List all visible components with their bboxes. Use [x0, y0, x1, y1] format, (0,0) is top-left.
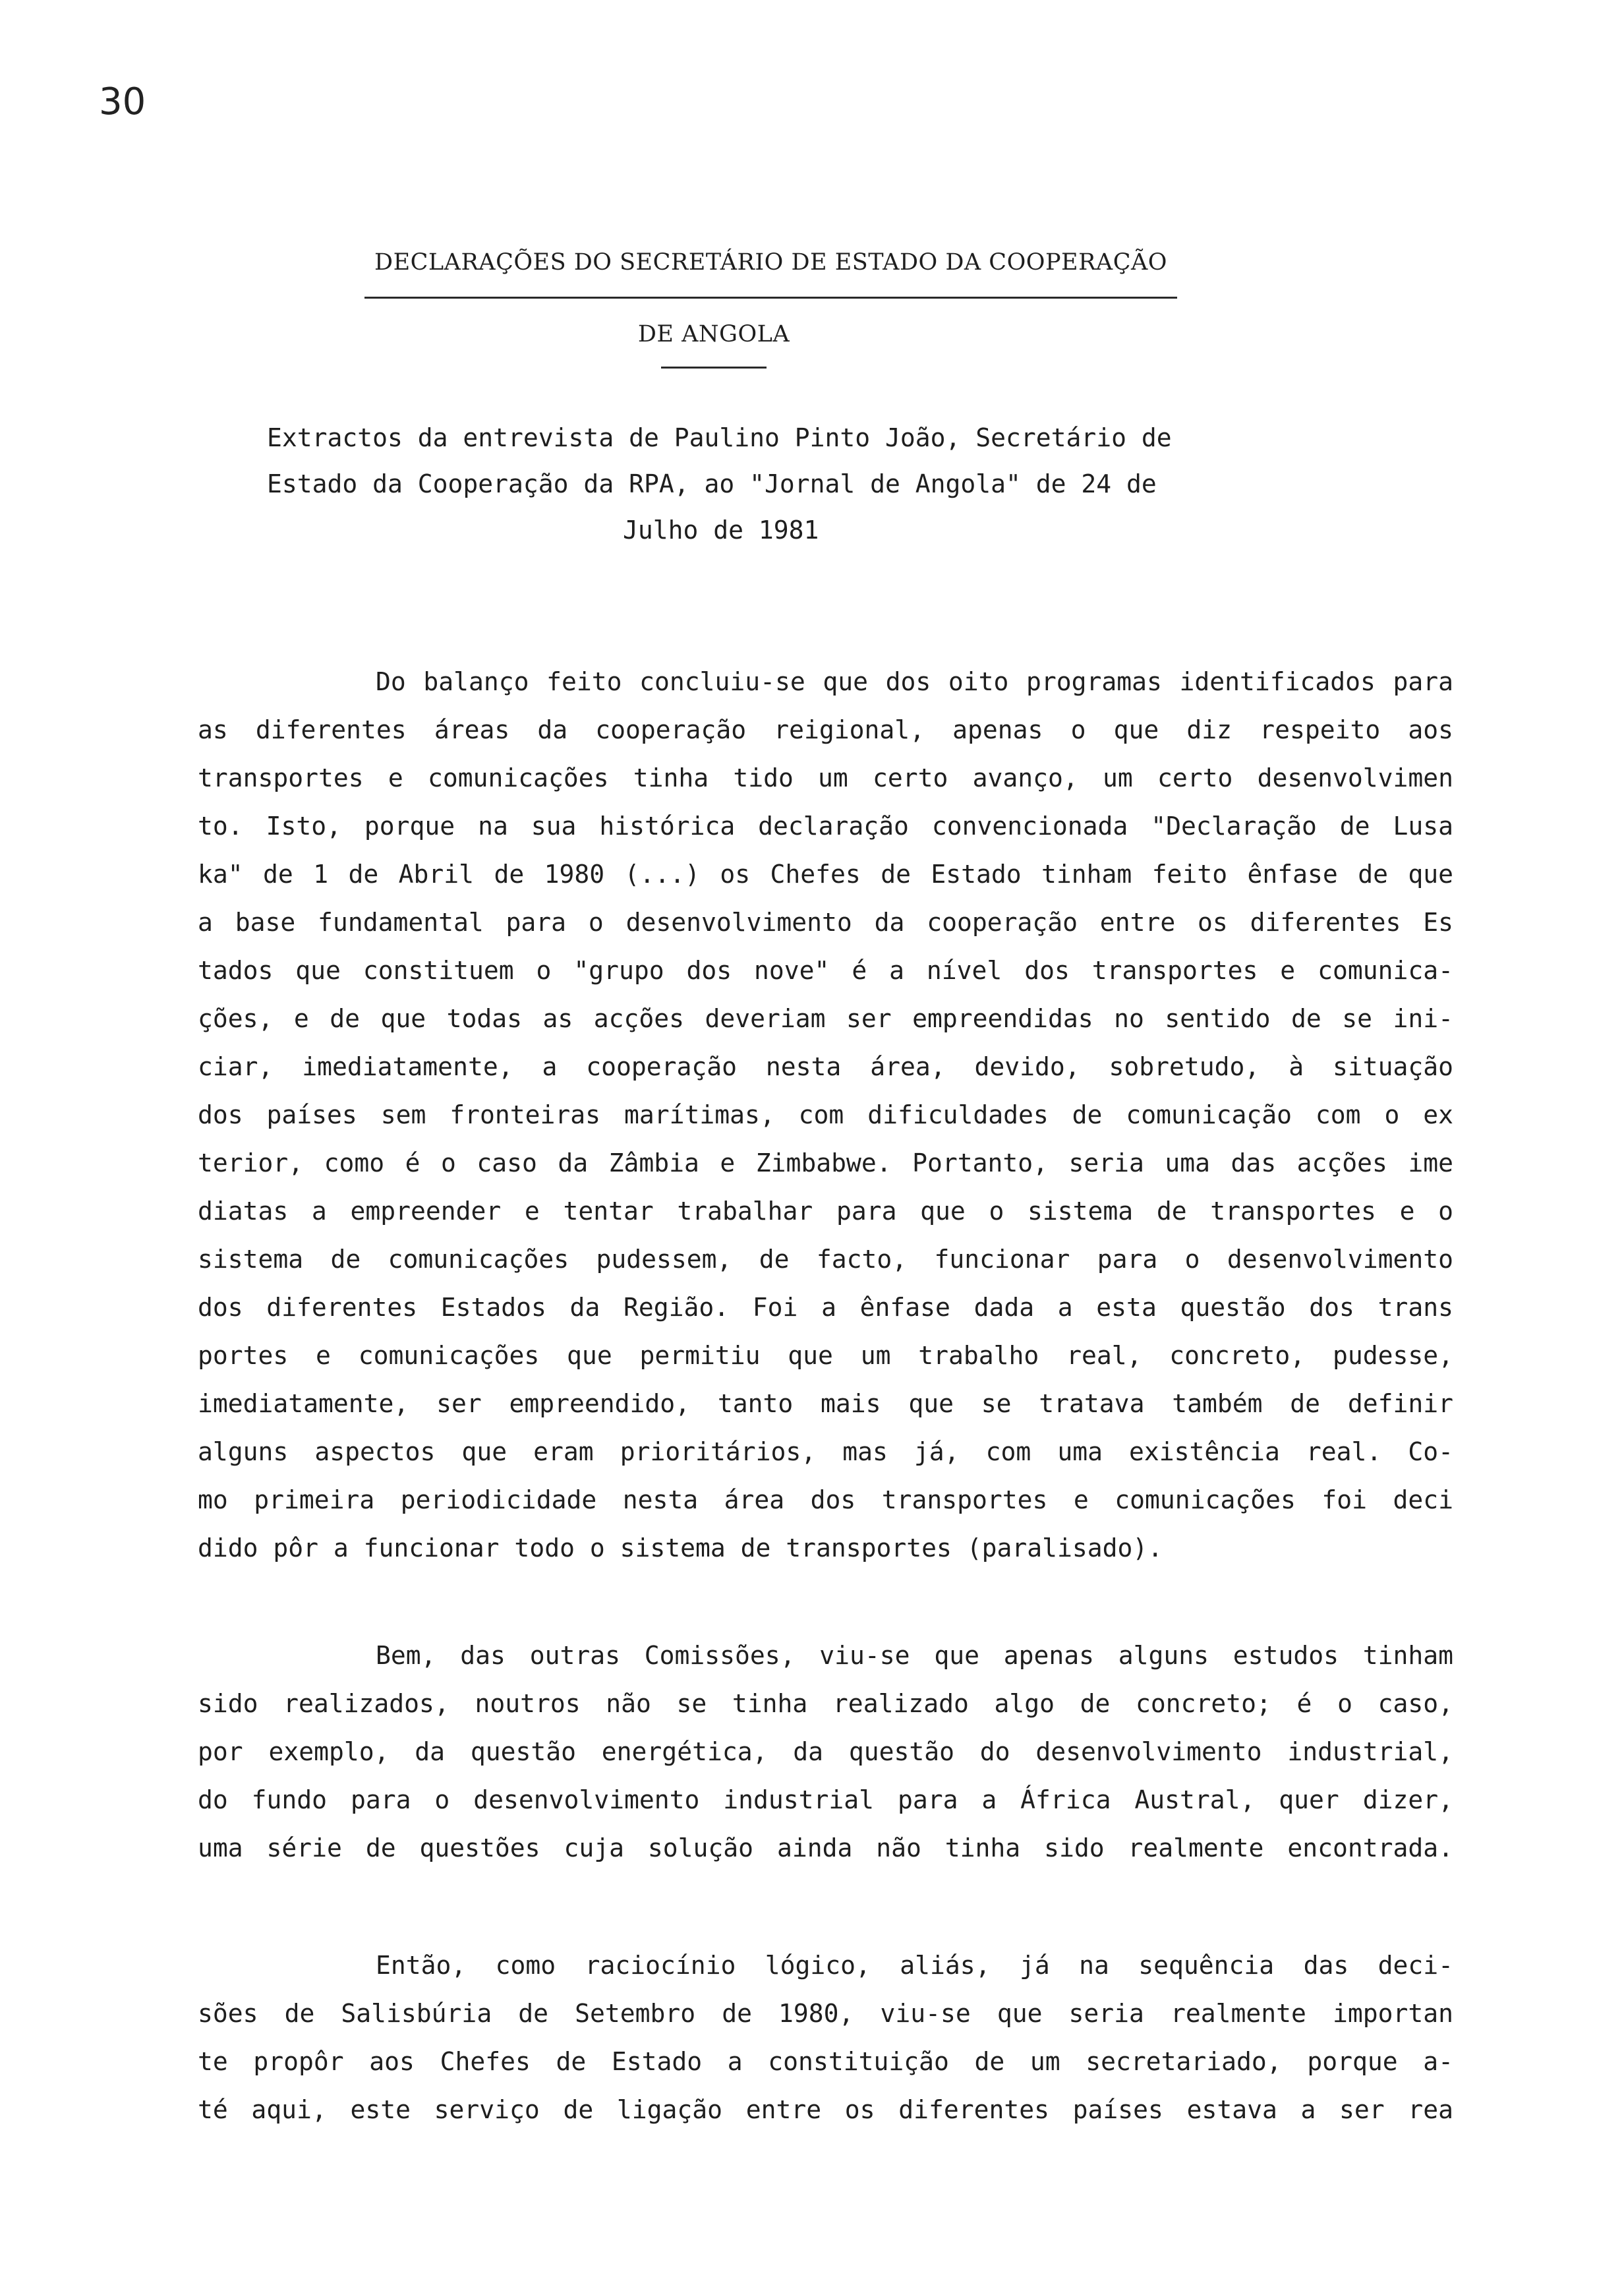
intro-line-3: Julho de 1981 [623, 516, 819, 545]
paragraph-line: ções, e de que todas as acções deveriam ser empreendidas no sentido de se ini- [198, 1004, 1453, 1033]
paragraph-line: Então, como raciocínio lógico, aliás, já na sequência das deci- [376, 1951, 1453, 1980]
paragraph-line: imediatamente, ser empreendido, tanto mais que se tratava também de definir [198, 1389, 1453, 1418]
paragraph-line: to. Isto, porque na sua histórica declaração convencionada "Declaração de Lusa [198, 812, 1453, 841]
paragraph-line: transportes e comunicações tinha tido um certo avanço, um certo desenvolvimen [198, 763, 1453, 792]
subtitle-underline [661, 367, 767, 369]
paragraph-line: diatas a empreender e tentar trabalhar para que o sistema de transportes e o [198, 1197, 1453, 1226]
paragraph-line: do fundo para o desenvolvimento industrial para a África Austral, quer dizer, [198, 1785, 1453, 1814]
paragraph-line: alguns aspectos que eram prioritários, mas já, com uma existência real. Co- [198, 1437, 1453, 1466]
paragraph-line: dos diferentes Estados da Região. Foi a ênfase dada a esta questão dos trans [198, 1293, 1453, 1322]
paragraph-line: mo primeira periodicidade nesta área dos transportes e comunicações foi deci [198, 1485, 1453, 1514]
paragraph-line: Bem, das outras Comissões, viu-se que apenas alguns estudos tinham [376, 1641, 1453, 1670]
page-number: 30 [99, 80, 146, 123]
paragraph-line: sões de Salisbúria de Setembro de 1980, viu-se que seria realmente importan [198, 1999, 1453, 2028]
title-line-1: DECLARAÇÕES DO SECRETÁRIO DE ESTADO DA COOPERAÇÃO [374, 249, 1167, 276]
paragraph-line: por exemplo, da questão energética, da questão do desenvolvimento industrial, [198, 1737, 1453, 1766]
paragraph-line: portes e comunicações que permitiu que um trabalho real, concreto, pudesse, [198, 1341, 1453, 1370]
paragraph-line: uma série de questões cuja solução ainda não tinha sido realmente encontrada. [198, 1833, 1453, 1862]
paragraph-line: dido pôr a funcionar todo o sistema de transportes (paralisado). [198, 1533, 1163, 1562]
paragraph-line: terior, como é o caso da Zâmbia e Zimbabwe. Portanto, seria uma das acções ime [198, 1148, 1453, 1177]
paragraph-line: a base fundamental para o desenvolvimento da cooperação entre os diferentes Es [198, 908, 1453, 937]
paragraph-line: ciar, imediatamente, a cooperação nesta área, devido, sobretudo, à situação [198, 1052, 1453, 1081]
title-line-2: DE ANGOLA [637, 321, 790, 347]
paragraph-line: tados que constituem o "grupo dos nove" é a nível dos transportes e comunica- [198, 956, 1453, 985]
paragraph-line: te propôr aos Chefes de Estado a constituição de um secretariado, porque a- [198, 2047, 1453, 2076]
paragraph-3 [198, 1942, 1453, 2134]
title-underline [364, 297, 1177, 299]
paragraph-line: ka" de 1 de Abril de 1980 (...) os Chefes de Estado tinham feito ênfase de que [198, 860, 1453, 889]
paragraph-2 [198, 1632, 1453, 1872]
paragraph-line: Do balanço feito concluiu-se que dos oito programas identificados para [376, 667, 1453, 696]
paragraph-line: sido realizados, noutros não se tinha realizado algo de concreto; é o caso, [198, 1689, 1453, 1718]
intro-line-2: Estado da Cooperação da RPA, ao "Jornal de Angola" de 24 de [267, 469, 1157, 498]
paragraph-line: dos países sem fronteiras marítimas, com dificuldades de comunicação com o ex [198, 1100, 1453, 1129]
paragraph-line: as diferentes áreas da cooperação reigional, apenas o que diz respeito aos [198, 715, 1453, 744]
paragraph-line: té aqui, este serviço de ligação entre os diferentes países estava a ser rea [198, 2095, 1453, 2124]
paragraph-line: sistema de comunicações pudessem, de facto, funcionar para o desenvolvimento [198, 1245, 1453, 1274]
paragraph-1 [198, 658, 1453, 1572]
intro-line-1: Extractos da entrevista de Paulino Pinto João, Secretário de [267, 423, 1172, 452]
